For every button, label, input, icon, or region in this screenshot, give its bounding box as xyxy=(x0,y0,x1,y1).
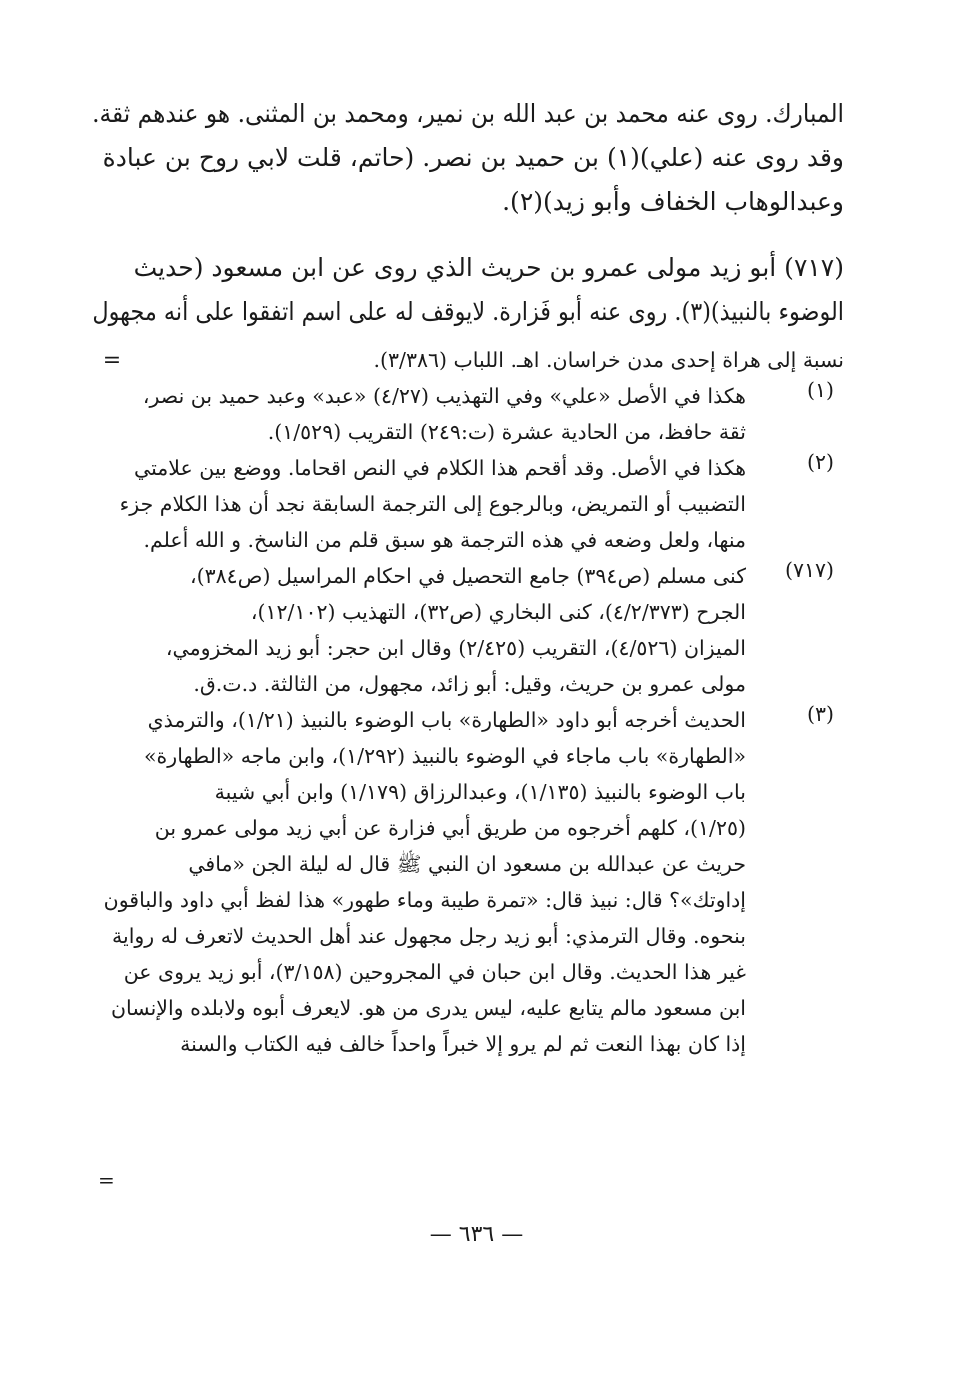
footnote-3 xyxy=(92,702,844,1062)
text-line: حريث عن عبدالله بن مسعود ان النبي ﷺ قال له ليلة الجن «مافي xyxy=(188,852,746,876)
text-line: هكذا في الأصل «علي» وفي التهذيب (٤/٢٧) «عبد» وعبد حميد بن نصر، xyxy=(142,384,746,408)
text-line: منها، ولعل وضعه في هذه الترجمة هو سبق قلم من الناسخ. و الله أعلم. xyxy=(143,528,746,552)
main-paragraph-1 xyxy=(92,92,844,224)
text-line: بنحوه. وقال الترمذي: أبو زيد رجل مجهول عند أهل الحديث لاتعرف له رواية xyxy=(112,924,746,948)
text-line: مولى عمرو بن حريث، وقيل: أبو زائد، مجهول، من الثالثة. د.ت.ق. xyxy=(193,672,746,696)
footnote-1 xyxy=(92,378,844,450)
text-line: هكذا في الأصل. وقد أقحم هذا الكلام في النص اقحاما. ووضع بين علامتي xyxy=(134,456,746,480)
text-line: غير هذا الحديث. وقال ابن حبان في المجروحين (٣/١٥٨)، أبو زيد يروى عن xyxy=(123,960,746,984)
footnote-717 xyxy=(92,558,844,702)
text-line: الميزان (٤/٥٢٦)، التقريب (٢/٤٢٥) وقال ابن حجر: أبو زيد المخزومي، xyxy=(165,636,746,660)
text-line: الوضوء بالنبيذ)(٣). روى عنه أبو فَزارة. لايوقف له على اسم اتفقوا على أنه مجهول xyxy=(92,297,844,326)
text-line: (١/٢٥)، كلهم أخرجوه من طريق أبي فزارة عن أبي زيد مولى عمرو بن xyxy=(154,816,746,840)
text-line: وقد روى عنه (علي)(١) بن حميد بن نصر. (حاتم، قلت لابي روح بن عبادة xyxy=(102,143,844,172)
footnote-2 xyxy=(92,450,844,558)
text-line: الحديث أخرجه أبو داود «الطهارة» باب الوضوء بالنبيذ (١/٢١)، والترمذي xyxy=(147,708,746,732)
page-content xyxy=(92,92,844,1062)
text-line: (٧١٧) أبو زيد مولى عمرو بن حريث الذي روى عن ابن مسعود (حديث xyxy=(133,253,844,282)
text-line: باب الوضوء بالنبيذ (١/١٣٥)، وعبدالرزاق (١/١٧٩) وابن أبي شيبة xyxy=(214,780,746,804)
page-number: — ٦٣٦ — xyxy=(429,1222,524,1247)
text-line: الجرح (٤/٢/٣٧٣)، كنى البخاري (ص٣٢)، التهذيب (١٢/١٠٢)، xyxy=(250,600,746,624)
text-line: ثقة حافظ، من الحادية عشرة (ت:٢٤٩) التقريب (١/٥٢٩). xyxy=(267,420,746,444)
text-line: وعبدالوهاب الخفاف وأبو زيد)(٢). xyxy=(502,187,844,216)
text-line: نسبة إلى هراة إحدى مدن خراسان. اهـ. اللباب (٣/٣٨٦). xyxy=(373,348,844,372)
footnote-continuation xyxy=(92,342,844,378)
continuation-mark: = xyxy=(102,347,122,373)
continuation-mark-end: = xyxy=(98,1168,115,1192)
footnote-number: (٢) xyxy=(806,450,834,474)
text-line: كنى مسلم (ص٣٩٤) جامع التحصيل في احكام المراسيل (ص٣٨٤)، xyxy=(189,564,746,588)
footnotes xyxy=(92,342,844,1062)
text-line: إذا كان بهذا النعت ثم لم يرو إلا خبراً واحداً خالف فيه الكتاب والسنة xyxy=(180,1032,746,1056)
footnote-number: (١) xyxy=(806,378,834,402)
text-line: «الطهارة» باب ماجاء في الوضوء بالنبيذ (١/٢٩٢)، وابن ماجه «الطهارة» xyxy=(144,744,746,768)
main-paragraph-2 xyxy=(92,246,844,334)
text-line: إداوتك»؟ قال: نبيذ قال: «تمرة طيبة وماء طهور» هذا لفظ أبي داود والباقون xyxy=(103,888,746,912)
text-line: ابن مسعود مالم يتابع عليه، ليس يدرى من هو. لايعرف أبوه ولابلده والإنسان xyxy=(111,996,746,1020)
footnote-number: (٧١٧) xyxy=(784,558,834,582)
footnote-number: (٣) xyxy=(806,702,834,726)
text-line: المبارك. روى عنه محمد بن عبد الله بن نمير، ومحمد بن المثنى. هو عندهم ثقة. xyxy=(92,99,844,128)
text-line: التضبيب أو التمريض، وبالرجوع إلى الترجمة السابقة نجد أن هذا الكلام جزء xyxy=(119,492,746,516)
